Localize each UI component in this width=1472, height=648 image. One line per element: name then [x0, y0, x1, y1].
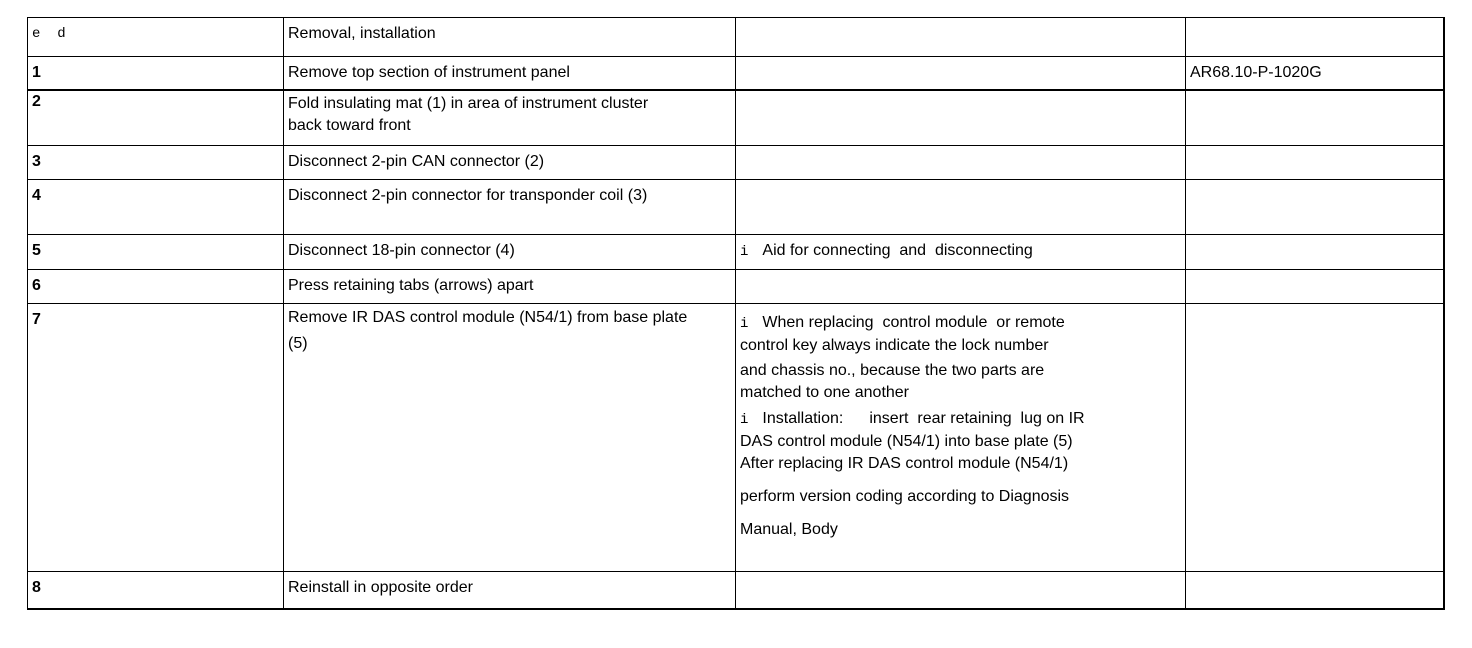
step-reference-link[interactable]: AR68.10-P-1020G	[1186, 57, 1445, 90]
info-icon: i	[740, 412, 749, 428]
step-reference	[1186, 90, 1445, 146]
step-note	[736, 146, 1186, 180]
step-action: Remove IR DAS control module (N54/1) from base plate (5)	[284, 304, 736, 572]
table-row	[28, 57, 1445, 90]
note-line: Manual, Body	[740, 521, 838, 538]
step-number: 8	[28, 572, 284, 609]
step-note	[736, 180, 1186, 235]
table-row	[28, 270, 1445, 304]
step-note	[736, 90, 1186, 146]
header-col1: e d	[28, 18, 284, 57]
note-line: After replacing IR DAS control module (N54/1)	[740, 455, 1069, 472]
step-action: Fold insulating mat (1) in area of instrument cluster back toward front	[284, 90, 736, 146]
step-action: Remove top section of instrument panel	[284, 57, 736, 90]
note-line: and chassis no., because the two parts are	[740, 362, 1045, 379]
step-note	[736, 235, 1186, 270]
procedure-table	[27, 17, 1445, 610]
note-line: control key always indicate the lock number	[740, 337, 1049, 354]
step-number: 4	[28, 180, 284, 235]
step-number: 3	[28, 146, 284, 180]
table-row	[28, 146, 1445, 180]
step-note	[736, 572, 1186, 609]
note-line: DAS control module (N54/1) into base plate (5)	[740, 433, 1073, 450]
note-line: insert rear retaining lug on IR	[869, 410, 1085, 427]
step-reference	[1186, 180, 1445, 235]
step-note	[736, 57, 1186, 90]
step-action: Press retaining tabs (arrows) apart	[284, 270, 736, 304]
step-number: 5	[28, 235, 284, 270]
note-label: Installation:	[762, 410, 844, 427]
header-col3	[736, 18, 1186, 57]
step-action: Disconnect 18-pin connector (4)	[284, 235, 736, 270]
step-reference	[1186, 304, 1445, 572]
step-action: Disconnect 2-pin connector for transponder coil (3)	[284, 180, 736, 235]
note-text: Aid for connecting and disconnecting	[762, 242, 1033, 259]
note-line: When replacing control module or remote	[762, 314, 1065, 331]
table-row	[28, 180, 1445, 235]
step-number: 7	[28, 304, 284, 572]
step-note	[736, 270, 1186, 304]
table-row	[28, 572, 1445, 609]
step-number: 1	[28, 57, 284, 90]
table-row	[28, 304, 1445, 572]
step-reference	[1186, 270, 1445, 304]
step-action: Reinstall in opposite order	[284, 572, 736, 609]
info-icon: i	[740, 316, 749, 332]
step-reference	[1186, 572, 1445, 609]
table-row	[28, 235, 1445, 270]
table-row	[28, 90, 1445, 146]
info-icon: i	[740, 244, 749, 260]
step-reference	[1186, 146, 1445, 180]
note-line: matched to one another	[740, 384, 910, 401]
step-number: 2	[28, 90, 284, 146]
step-note	[736, 304, 1186, 572]
step-action: Disconnect 2-pin CAN connector (2)	[284, 146, 736, 180]
step-number: 6	[28, 270, 284, 304]
step-reference	[1186, 235, 1445, 270]
header-title: Removal, installation	[284, 18, 736, 57]
header-col4	[1186, 18, 1445, 57]
note-line: perform version coding according to Diagnosis	[740, 488, 1070, 505]
table-header-row	[28, 18, 1445, 57]
